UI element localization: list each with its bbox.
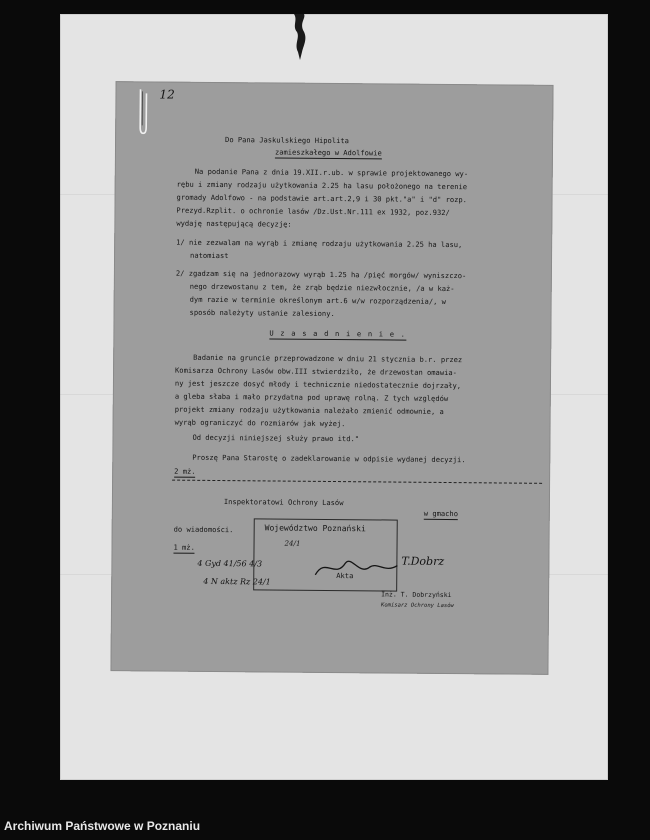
body-line-3: gromady Adolfowo - na podstawie art.art.2,9 i 30 pkt."a" i "d" rozp. — [176, 192, 468, 205]
recipient: Inspektoratowi Ochrony Lasów — [223, 497, 344, 508]
body-line-4: Prezyd.Rzplit. o ochronie lasów /Dz.Ust.Nr.111 ex 1932, poz.932/ — [176, 205, 450, 218]
address-line-1: Do Pana Jaskulskiego Hipolita — [225, 135, 349, 146]
tear-mark-icon — [288, 14, 310, 60]
section-heading: U z a s a d n i e n i e . — [269, 327, 406, 340]
appeal-line: Od decyzji niniejszej służy prawo itd." — [192, 432, 360, 444]
reason-line-3: ny jest jeszcze dosyć młody i technicznie niedostatecznie dojrzały, — [174, 378, 462, 391]
signature: T.Dobrz — [401, 554, 445, 568]
handwritten-note-1: 4 Gyd 41/56 4/3 — [197, 558, 263, 569]
separator-line — [172, 480, 542, 484]
stamp-akt: Akta — [336, 571, 354, 581]
reason-line-6: wyrąb ograniczyć do rozmiarów jak wyżej. — [174, 417, 346, 429]
signer-role: Komisarz Ochrony Lasów — [380, 602, 454, 610]
archive-label: Archiwum Państwowe w Poznaniu — [4, 819, 201, 833]
request-line: Proszę Pana Starostę o zadeklarowanie w odpisie wydanej decyzji. — [192, 452, 466, 465]
reason-line-4: a gleba słaba i mało przydatna pod uprawę rolną. Z tych względów — [174, 391, 449, 404]
reason-line-1: Badanie na gruncie przeprowadzone w dniu 21 stycznia b.r. przez — [193, 352, 463, 365]
signer-name: Inż. T. Dobrzyński — [381, 590, 452, 600]
item-2-line-1: 2/ zgadzam się na jednorazowy wyrąb 1.25 ha /pięć morgów/ wyniszczo- — [175, 268, 467, 281]
item-1-line-1: 1/ nie zezwalam na wyrąb i zmianę rodzaju użytkowania 2.25 ha lasu, — [176, 237, 463, 250]
ref-1: 1 mż. — [173, 542, 194, 554]
item-2-line-4: sposób należyty ustanie zalesiony. — [189, 307, 335, 319]
page-number: 12 — [159, 87, 175, 102]
reason-line-5: projekt zmiany rodzaju użytkowania należało zmienić odmownie, a — [174, 404, 444, 416]
body-line-1: Na podanie Pana z dnia 19.XII.r.ub. w sprawie projektowanego wy- — [194, 166, 469, 179]
cc-label: do wiadomości. — [173, 524, 234, 535]
stamp-title: Województwo Poznański — [264, 523, 366, 534]
signature-paraph-icon — [311, 553, 401, 584]
ref-2: 2 mż. — [174, 466, 195, 478]
document-page — [110, 81, 553, 675]
body-line-2: rębu i zmiany rodzaju użytkowania 2.25 ha lasu położonego na terenie — [176, 179, 468, 192]
recipient-place: w gmacho — [424, 508, 458, 521]
item-2-line-3: dym razie w terminie określonym art.6 w/w rozporządzenia/, w — [189, 294, 446, 306]
address-line-2: zamieszkałego w Adolfowie — [275, 146, 382, 159]
stamp-date: 24/1 — [284, 538, 301, 548]
paperclip-icon — [137, 87, 149, 135]
handwritten-note-2: 4 N aktz Rz 24/1 — [203, 576, 271, 587]
item-1-line-2: natomiast — [190, 250, 229, 261]
reason-line-2: Komisarza Ochrony Lasów obw.III stwierdziło, że drzewostan omawia- — [175, 365, 457, 378]
body-line-5: wydaję następującą decyzję: — [176, 218, 292, 229]
item-2-line-2: nego drzewostanu z tem, że zrąb będzie niezwłocznie, /a w każ- — [189, 281, 455, 294]
